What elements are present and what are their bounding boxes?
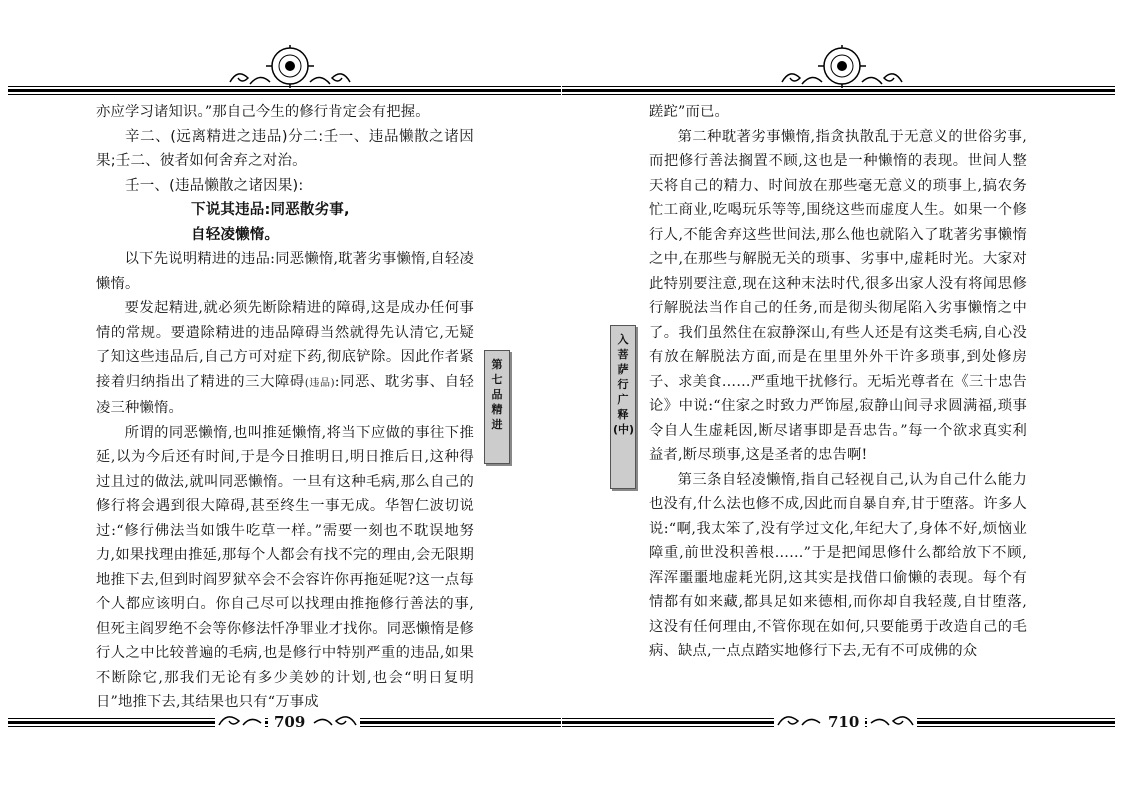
paragraph: 以下先说明精进的违品:同恶懒惰,耽著劣事懒惰,自轻凌懒惰。 <box>96 251 474 292</box>
swirl-ornament-icon <box>215 711 265 731</box>
side-tab-label: 第七品 精进 <box>491 358 503 431</box>
small-note: (违品) <box>304 377 335 389</box>
swirl-ornament-icon <box>867 711 917 731</box>
root-verse-line: 自轻凌懒惰。 <box>191 226 280 243</box>
paragraph: 亦应学习诸知识。”那自己今生的修行肯定会有把握。 <box>96 104 430 120</box>
swirl-ornament-icon <box>774 711 824 731</box>
page-number: 710 <box>822 713 865 731</box>
left-body-text <box>96 100 474 715</box>
paragraph: 蹉跎”而已。 <box>649 104 729 120</box>
outline-heading: 壬一、(违品懒散之诸因果): <box>125 177 304 194</box>
root-verse-line: 下说其违品:同恶散劣事, <box>191 202 350 218</box>
chapter-side-tab <box>484 350 510 464</box>
right-page <box>562 0 1123 794</box>
page-number: 709 <box>268 713 311 731</box>
right-body-text <box>649 100 1027 664</box>
header-ornament <box>762 44 922 96</box>
paragraph-text: 要发起精进,就必须先断除精进的障碍,这是成办任何事情的常规。要遣除精进的违品障碍当然就得先认清它,无疑了知这些违品后,自己方可对症下药,彻底铲除。因此作者紧接着归纳指出了精进的三大障碍 <box>96 300 474 390</box>
paragraph: 第三条自轻凌懒惰,指自己轻视自己,认为自己什么能力也没有,什么法也修不成,因此而自暴自弃,甘于堕落。许多人说:“啊,我太笨了,没有学过文化,年纪大了,身体不好,烦恼业障重,前世没积善根……”于是把闻思修什么都给放下不顾,浑浑噩噩地虚耗光阴,这其实是找借口偷懒的表现。每个有情都有如来藏,都具足如来德相,而你却自我轻蔑,自甘堕落,这没有任何理由,不管你现在如何,只要能勇于改造自己的毛病、缺点,一点点踏实地修行下去,无有不可成佛的众 <box>649 471 1027 659</box>
book-side-tab <box>610 325 636 489</box>
outline-heading: 辛二、(远离精进之违品)分二:壬一、违品懒散之诸因果;壬二、彼者如何舍弃之对治。 <box>96 128 474 169</box>
paragraph-text: :同恶、耽劣事、自轻凌三种懒惰。 <box>96 373 474 416</box>
paragraph: 第二种耽著劣事懒惰,指贪执散乱于无意义的世俗劣事,而把修行善法搁置不顾,这也是一种懒惰的表现。世间人整天将自己的精力、时间放在那些毫无意义的琐事上,搞农务忙工商业,吃喝玩乐等等,围绕这些而虚度人生。如果一个修行人,不能舍弃这些世间法,那么他也就陷入了耽著劣事懒惰之中,在那些与解脱无关的琐事、劣事中,虚耗时光。大家对此特别要注意,现在这种末法时代,很多出家人没有将闻思修行解脱法当作自己的任务,而是彻头彻尾陷入劣事懒惰之中了。我们虽然住在寂静深山,有些人还是有这类毛病,自心没有放在解脱法方面,而是在里里外外干许多琐事,到处修房子、求美食……严重地干扰修行。无垢光尊者在《三十忠告论》中说:“住家之时致力严饰屋,寂静山间寻求圆满福,琐事令自人生虚耗因,断尽诸事即是吾忠告。”每一个欲求真实利益者,断尽琐事,这是圣者的忠告啊! <box>649 128 1027 463</box>
swirl-ornament-icon <box>310 711 360 731</box>
side-tab-label: 入菩萨行广释(中) <box>613 333 635 436</box>
left-page <box>0 0 561 794</box>
header-ornament <box>210 44 370 96</box>
paragraph: 所谓的同恶懒惰,也叫推延懒惰,将当下应做的事往下推延,以为今后还有时间,于是今日推明日,明日推后日,这种得过且过的做法,就叫同恶懒惰。一旦有这种毛病,那么自己的修行将会遇到很大障碍,甚至终生一事无成。华智仁波切说过:“修行佛法当如饿牛吃草一样。”需要一刻也不耽误地努力,如果找理由推延,那每个人都会有找不完的理由,会无限期地推下去,但到时阎罗狱卒会不会容许你再拖延呢?这一点每个人都应该明白。你自己尽可以找理由推拖修行善法的事,但死主阎罗绝不会等你修法忏净罪业才找你。同恶懒惰是修行人之中比较普遍的毛病,也是修行中特别严重的违品,如果不断除它,那我们无论有多少美妙的计划,也会“明日复明日”地推下去,其结果也只有“万事成 <box>96 424 474 710</box>
paragraph <box>96 296 474 421</box>
